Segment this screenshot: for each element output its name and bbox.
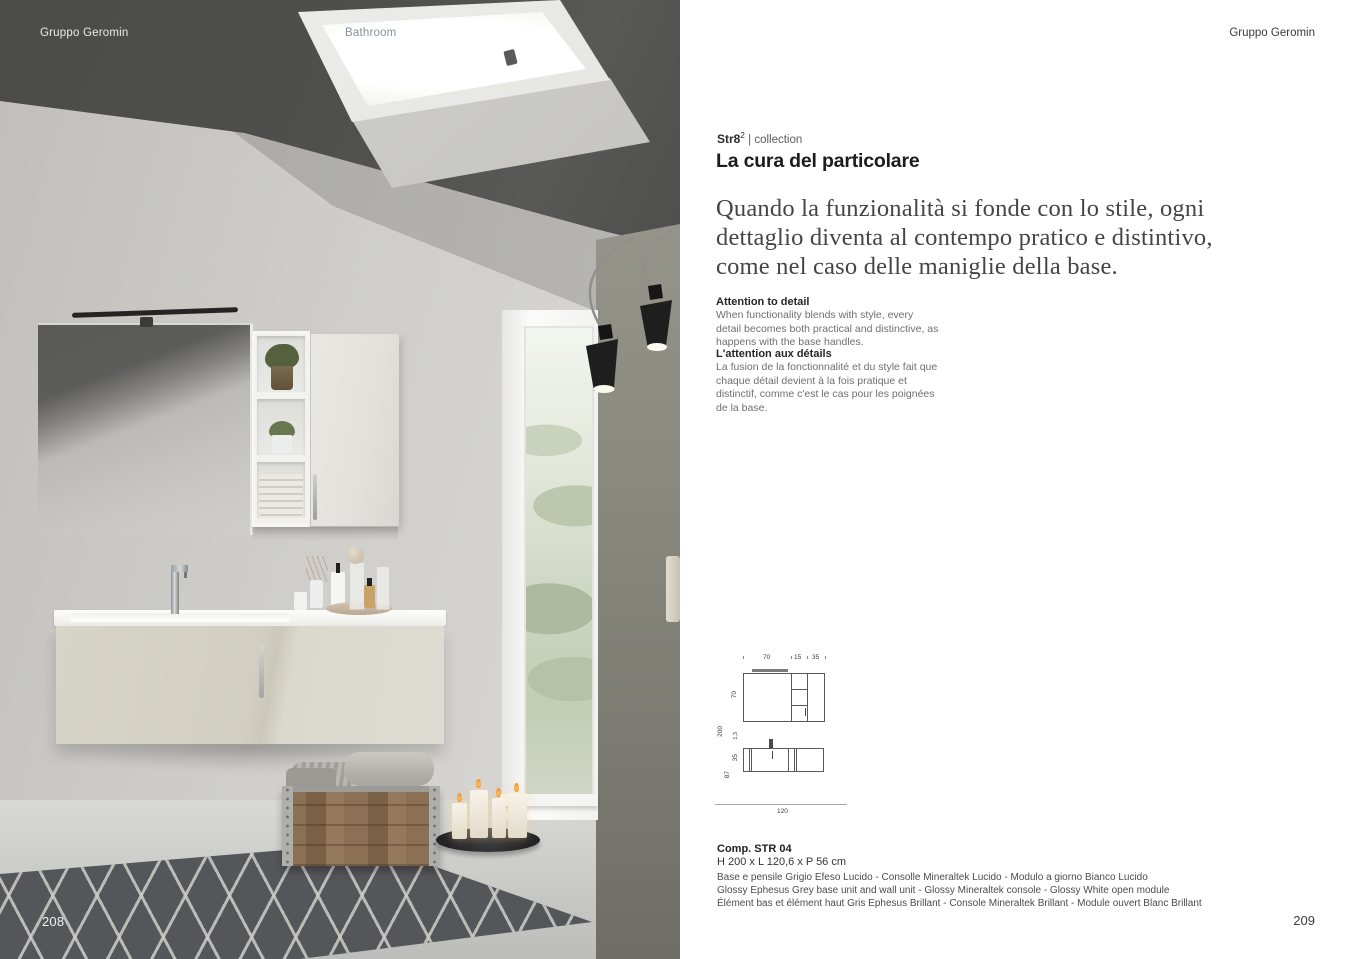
crate-metal-strip-left — [282, 786, 293, 866]
translation-french-heading: L'attention aux détails — [716, 348, 832, 360]
dim-width-35: 35 — [812, 654, 820, 661]
text-page — [680, 0, 1356, 959]
diagram-panel-line — [794, 749, 795, 771]
candle-flame — [514, 783, 519, 792]
lead-line-3: come nel caso delle maniglie della base. — [716, 253, 1118, 280]
candle — [492, 798, 506, 838]
hanging-towel — [666, 556, 680, 622]
diagram-open-module-handle — [805, 708, 806, 716]
faucet-aerator — [184, 572, 187, 578]
collection-suffix: | collection — [748, 134, 803, 146]
diagram-panel-line — [788, 749, 789, 771]
dim-tick — [825, 656, 826, 659]
lead-line-1: Quando la funzionalità si fonde con lo stile, ogni — [716, 195, 1205, 222]
soap-pump-top — [336, 563, 340, 573]
diffuser-sticks — [306, 556, 328, 582]
translation-english-heading: Attention to detail — [716, 296, 810, 308]
dim-tick — [791, 656, 792, 659]
dim-width-15: 15 — [794, 654, 802, 661]
brand-name-left: Gruppo Geromin — [40, 27, 129, 39]
translation-english — [716, 296, 940, 350]
plant-pot — [271, 366, 293, 390]
finish-description-it: Base e pensile Grigio Efeso Lucido - Consolle Mineraltek Lucido - Modulo a giorno Bianco Lucido — [717, 872, 1148, 883]
amber-bottle-cap — [367, 578, 372, 586]
dim-width-70: 70 — [763, 654, 771, 661]
brand-name-right: Gruppo Geromin — [1229, 27, 1315, 39]
candle — [470, 790, 488, 838]
diagram-shelf — [792, 705, 807, 706]
diagram-shelf — [792, 689, 807, 690]
diagram-panel-line — [751, 749, 752, 771]
glass-vessel — [376, 566, 390, 610]
composition-code: Comp. STR 04 — [717, 843, 792, 855]
dim-top-thickness: 1,3 — [733, 732, 739, 740]
lead-paragraph — [716, 194, 1213, 281]
wall-cabinet — [310, 334, 399, 526]
bottle-ball-cap — [347, 547, 364, 564]
mirror-light-mount — [140, 317, 153, 327]
crate-metal-strip-right — [429, 786, 440, 866]
page-number-right: 209 — [1293, 913, 1315, 928]
dim-tick — [807, 656, 808, 659]
translation-french — [716, 348, 940, 416]
shelf-cell-bottom — [257, 462, 305, 518]
composition-dimensions: H 200 x L 120,6 x P 56 cm — [717, 856, 847, 868]
finish-description-en: Glossy Ephesus Grey base unit and wall unit - Glossy Mineraltek console - Glossy White open module — [717, 885, 1170, 897]
dim-overall-width: 120 — [777, 808, 788, 815]
dim-tick — [743, 656, 744, 659]
finish-description — [717, 871, 1202, 911]
diagram-faucet — [769, 739, 773, 748]
open-shelf-module — [252, 331, 310, 527]
collection-name: Str8 — [717, 132, 741, 146]
finish-description-fr: Élément bas et élément haut Gris Ephesus Brillant - Console Mineraltek Brillant - Module ouvert Blanc Brillant — [717, 898, 1202, 910]
faucet-spout — [171, 565, 188, 572]
crate-metal-edge — [282, 786, 440, 792]
amber-bottle — [364, 585, 375, 608]
vanity-base-unit — [56, 626, 444, 744]
candle-flame — [496, 788, 501, 797]
shelf-cell-top — [257, 336, 305, 392]
cup — [294, 592, 307, 610]
translation-french-body: La fusion de la fonctionnalité et du style fait que chaque détail devient à la fois pratique et distinctif, comme c'est le cas pour les poignées de la base. — [716, 361, 938, 414]
collection-superscript: 2 — [740, 131, 745, 140]
integrated-sink — [70, 613, 290, 622]
diagram-wall-unit — [743, 673, 825, 722]
candle-flame — [457, 793, 462, 802]
folded-towels — [259, 474, 303, 516]
technical-diagram — [713, 652, 853, 824]
wall-cabinet-handle — [313, 474, 317, 520]
dim-overall-height: 200 — [717, 726, 724, 737]
shelf-cell-middle — [257, 399, 305, 455]
dim-floor-clearance: 87 — [724, 771, 731, 779]
dim-base-height: 35 — [732, 754, 739, 762]
page-title: La cura del particolare — [716, 150, 920, 172]
faucet — [171, 570, 179, 614]
candle — [508, 793, 527, 838]
vanity-handle — [259, 644, 264, 698]
glass-bottle — [349, 562, 365, 610]
room-label: Bathroom — [345, 27, 397, 39]
black-spot-lamps — [548, 222, 680, 432]
diagram-light-bar — [752, 669, 788, 672]
diagram-floor-line — [715, 804, 847, 805]
cabinet-shadow — [252, 527, 398, 541]
collection-label — [717, 131, 802, 146]
diagram-panel-line — [796, 749, 797, 771]
wall-mirror — [38, 323, 253, 535]
diffuser-bottle — [310, 580, 323, 608]
composition-block — [717, 843, 846, 868]
diagram-panel-line — [749, 749, 750, 771]
candle — [452, 803, 467, 839]
wooden-crate — [282, 786, 440, 866]
dim-wall-unit-height: 70 — [731, 691, 738, 699]
lead-line-2: dettaglio diventa al contempo pratico e distintivo, — [716, 224, 1213, 251]
page-number-left: 208 — [42, 914, 65, 929]
diagram-base-handle — [772, 751, 773, 759]
towel-roll-large — [344, 752, 434, 786]
translation-english-body: When functionality blends with style, every detail becomes both practical and distinctive, as happens with the base handles. — [716, 309, 939, 349]
candle-flame — [476, 779, 481, 788]
succulent-pot — [272, 435, 292, 453]
diagram-base-unit — [743, 748, 824, 772]
